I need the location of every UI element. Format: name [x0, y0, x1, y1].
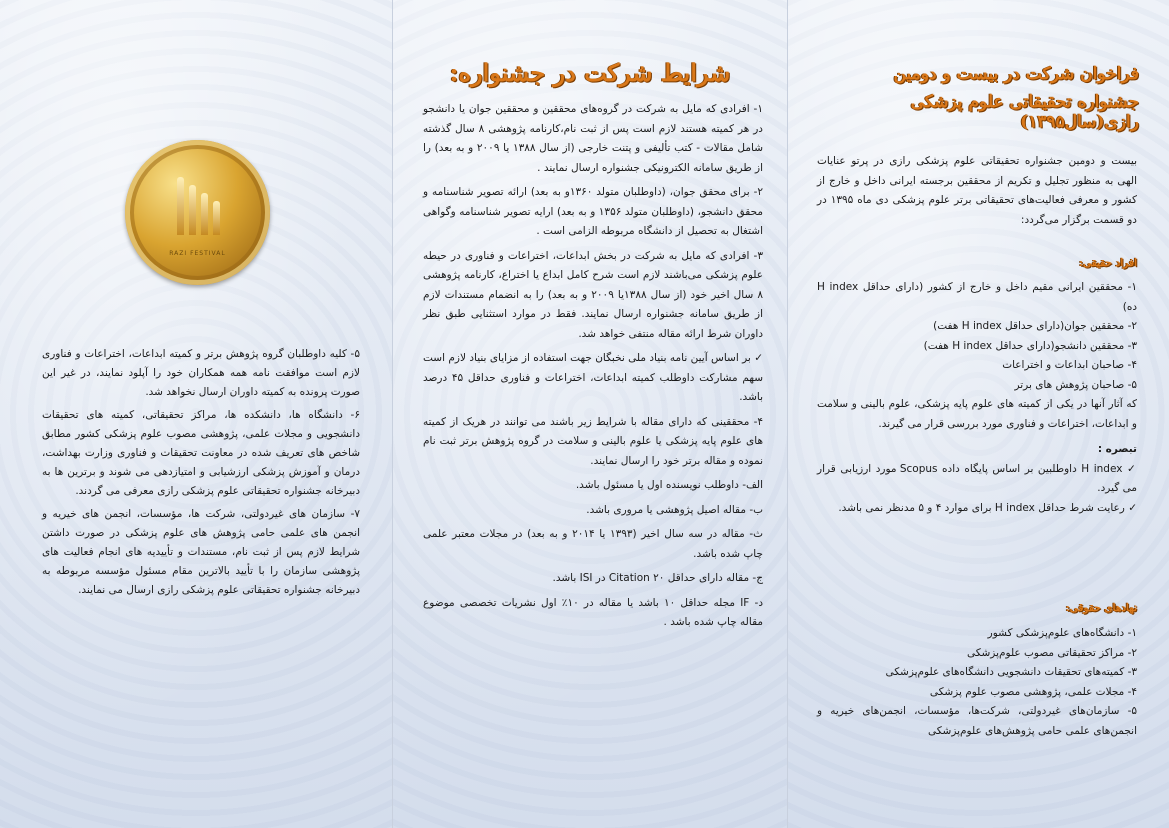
list-item: ۵- صاحبان پژوهش های برتر: [1014, 378, 1137, 391]
call-title-line2: جشنواره تحقیقاتی علوم پزشکی رازی(سال۱۳۹۵): [910, 92, 1139, 132]
festival-medal-logo: [125, 140, 270, 285]
conditions-body: [423, 100, 763, 638]
list-item: ۱- محققین ایرانی مقیم داخل و خارج از کشور (دارای حداقل H index ده): [817, 281, 1137, 313]
list-item: ۱- افرادی که مایل به شرکت در گروه‌های محققین و محققین جوان یا دانشجو در هر کمیته هستند لازم است پس از ثبت نام،کارنامه پژوهشی ۸ سال گذشته شامل مقالات - کتب تألیفی و پتنت خارجی (از سال ۱۳۸۸ یا ۲۰۰۹ و به بعد) را از طریق سامانه الکترونیکی جشنواره ارسال نمایند .: [423, 103, 763, 174]
list-item: ۴- محققینی که دارای مقاله با شرایط زیر باشند می توانند در هریک از کمیته های علوم پایه پزشکی یا علوم بالینی و سلامت در گروه پژوهش برتر ثبت نام نموده و مقاله برتر خود را ارسال نمایند.: [423, 415, 763, 467]
right-panel: [788, 0, 1169, 828]
section-title-natural-persons: افراد حقیقی:: [1079, 257, 1137, 269]
list-item: ۲- محققین جوان(دارای حداقل H index هفت): [933, 320, 1137, 332]
left-panel-body: [42, 345, 360, 604]
list-item: ۴- صاحبان ابداعات و اختراعات: [1002, 359, 1137, 371]
medal-ring-text: RAZI FESTIVAL: [169, 250, 226, 257]
note-title: تبصره :: [1097, 443, 1137, 455]
list-item: الف- داوطلب نویسنده اول یا مسئول باشد.: [575, 479, 763, 491]
legal-entities-section: [817, 592, 1137, 741]
section-title-legal-entities: نهادهای حقوقی:: [1065, 602, 1137, 614]
conditions-title: شرایط شرکت در جشنواره:: [449, 58, 731, 87]
list-item: که آثار آنها در یکی از کمیته های علوم پایه پزشکی، علوم بالینی و سلامت و ابداعات، اختراعات و فناوری مورد بررسی قرار می گیرند.: [817, 398, 1137, 430]
razi-emblem-icon: [175, 175, 223, 235]
intro-paragraph-block: [817, 152, 1137, 230]
list-item: ۱- دانشگاه‌های علوم‌پزشکی کشور: [987, 627, 1137, 639]
list-item: ث- مقاله در سه سال اخیر (۱۳۹۳ یا ۲۰۱۴ و به بعد) در مجلات معتبر علمی چاپ شده باشد.: [423, 528, 764, 560]
list-item: ۲- مراکز تحقیقاتی مصوب علوم‌پزشکی: [966, 646, 1137, 659]
check-list-item: ✓ رعایت شرط حداقل H index برای موارد ۴ و ۵ مدنظر نمی باشد.: [838, 501, 1137, 514]
intro-paragraph: بیست و دومین جشنواره تحقیقاتی علوم پزشکی رازی در پرتو عنایات الهی به منظور تجلیل و تکریم از محققین برجسته ایرانی داخل و خارج از کشور و معرفی فعالیت‌های تحقیقاتی برتر علوم پزشکی دی ماه ۱۳۹۵ در دو قسمت برگزار می‌گردد:: [817, 155, 1137, 226]
list-item: ۶- دانشگاه ها، دانشکده ها، مراکز تحقیقاتی، کمیته های تحقیقات دانشجویی و مجلات علمی، پژوهشی مصوب علوم پزشکی کشور مطابق شاخص های تعریف شده در معاونت تحقیقات و فناوری وزارت بهداشت، درمان و آموزش پزشکی ارزشیابی و امتیازدهی می شوند و برترین ها به دبیرخانه جشنواره تحقیقاتی علوم پزشکی رازی معرفی می گردند.: [42, 409, 360, 497]
list-item: ۳- محققین دانشجو(دارای حداقل H index هفت): [923, 339, 1137, 352]
check-list-item: ✓ H index داوطلبین بر اساس پایگاه داده Scopus مورد ارزیابی قرار می گیرد.: [817, 462, 1137, 494]
list-item: ۴- مجلات علمی، پژوهشی مصوب علوم پزشکی: [929, 685, 1137, 698]
left-panel: [0, 0, 392, 828]
list-item: ۷- سازمان های غیردولتی، شرکت ها، مؤسسات، انجمن های خیریه و انجمن های علمی حامی پژوهش های علوم پزشکی در صورت داشتن شرایط لازم پس از ثبت نام، مستندات و تأییدیه های انجام فعالیت های پژوهشی سازمان را با تأیید بالاترین مقام مسئول مؤسسه مربوطه به دبیرخانه جشنواره تحقیقاتی علوم پزشکی رازی ارسال می نمایند.: [42, 508, 360, 596]
list-item: ۲- برای محقق جوان، (داوطلبان متولد ۱۳۶۰و به بعد) ارائه تصویر شناسنامه و محقق دانشجو، (داوطلبان متولد ۱۳۵۶ و به بعد) ارایه تصویر شناسنامه وگواهی اشتغال به تحصیل از دانشگاه مربوطه الزامی است .: [423, 186, 763, 237]
list-item: د- IF مجله حداقل ۱۰ باشد یا مقاله در ۱۰٪ اول نشریات تخصصی موضوع مقاله چاپ شده باشد .: [423, 596, 763, 628]
list-item: ج- مقاله دارای حداقل Citation ۲۰ در ISI باشد.: [552, 572, 763, 584]
list-item: ۳- کمیته‌های تحقیقات دانشجویی دانشگاه‌های علوم‌پزشکی: [885, 666, 1137, 678]
list-item: ب- مقاله اصیل پژوهشی یا مروری باشد.: [586, 503, 763, 516]
middle-panel: [392, 0, 788, 828]
natural-persons-section: [817, 248, 1137, 518]
list-item: ۳- افرادی که مایل به شرکت در بخش ابداعات، اختراعات و فناوری در حیطه علوم پزشکی می‌باشند لازم است شرح کامل ابداع یا اختراع، کارنامه پژوهشی ۸ سال اخیر خود (از سال ۱۳۸۸یا ۲۰۰۹ و به بعد) را به انضمام مستندات لازم از طریق سامانه جشنواره ارسال نمایند. فقط در موارد استثنایی طبق نظر داوران شرط ارائه مقاله منتفی خواهد شد.: [423, 249, 763, 340]
list-item: ۵- سازمان‌های غیردولتی، شرکت‌ها، مؤسسات، انجمن‌های خیریه و انجمن‌های علمی حامی پژوهش‌های علوم‌پزشکی: [817, 705, 1137, 737]
call-title-line1: فراخوان شرکت در بیست و دومین: [893, 64, 1139, 84]
check-list-item: ✓ بر اساس آیین نامه بنیاد ملی نخبگان جهت استفاده از مزایای بنیاد لازم است سهم مشارکت داوطلب کمیته ابداعات، اختراعات و فناوری حداقل ۴۵ درصد باشد.: [423, 352, 763, 403]
list-item: ۵- کلیه داوطلبان گروه پژوهش برتر و کمیته ابداعات، اختراعات و فناوری لازم است موافقت نامه همه همکاران خود را آپلود نمایند، در غیر این صورت پرونده به کمیته داوران ارسال نخواهد شد.: [42, 348, 360, 398]
